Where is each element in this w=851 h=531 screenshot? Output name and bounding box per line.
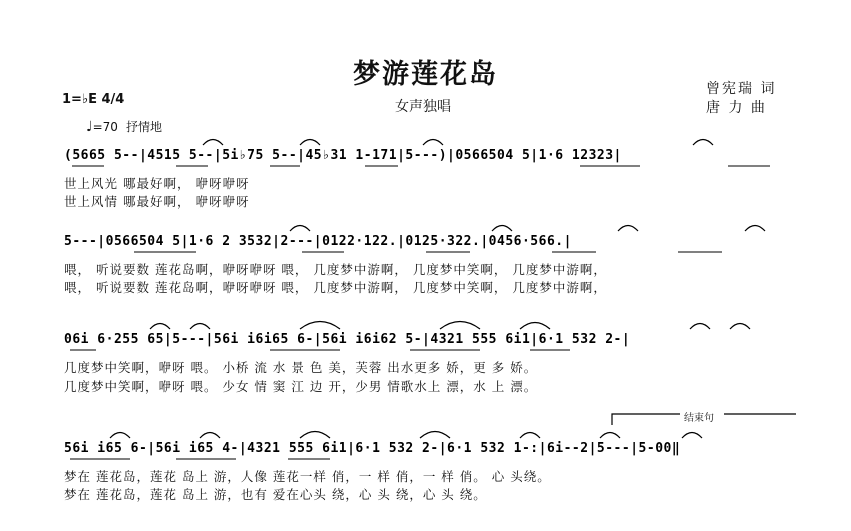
lyric-line-4a: 梦在 莲花岛，莲花 岛上 游，人像 莲花一样 俏，一 样 俏，一 样 俏。 心 头绕。 xyxy=(64,469,551,484)
song-title: 梦游莲花岛 xyxy=(353,59,498,90)
key-signature: 1=♭E 4/4 xyxy=(62,92,125,107)
lyric-line-3a: 几度梦中笑啊，咿呀 喂。 小桥 流 水 景 色 美，芙蓉 出水更多 娇，更 多 娇。 xyxy=(64,360,538,375)
lyricist-credit: 曾宪瑞 词 xyxy=(706,81,777,97)
composer-credit: 唐 力 曲 xyxy=(706,100,767,116)
lyric-line-2b: 喂， 听说要数 莲花岛啊，咿呀咿呀 喂， 几度梦中游啊， 几度梦中笑啊， 几度梦中游啊， xyxy=(64,280,607,295)
music-line-3: 06i 6·255 65|5---|56i i6i65 6-|56i i6i62 5-|4321 555 6i1|6·1 532 2-| xyxy=(64,332,631,347)
lyric-line-4b: 梦在 莲花岛，莲花 岛上 游，也有 爱在心头 绕，心 头 绕，心 头 绕。 xyxy=(64,487,487,502)
mood-marking: 抒情地 xyxy=(125,120,162,134)
song-subtitle: 女声独唱 xyxy=(395,99,451,115)
lyric-line-2a: 喂， 听说要数 莲花岛啊，咿呀咿呀 喂， 几度梦中游啊， 几度梦中笑啊， 几度梦中游啊， xyxy=(64,262,607,277)
lyric-line-1b: 世上风情 哪最好啊， 咿呀咿呀 xyxy=(64,194,250,209)
lyric-line-3b: 几度梦中笑啊，咿呀 喂。 少女 情 窦 江 边 开，少男 情歌水上 漂，水 上 漂。 xyxy=(64,379,538,394)
music-line-4: 56i i65 6-|56i i65 4-|4321 555 6i1|6·1 532 2-|6·1 532 1-:|6i--2|5---|5-00‖ xyxy=(64,441,681,456)
quarter-note-icon: ♩ xyxy=(86,119,93,135)
ending-label: 结束句 xyxy=(684,413,714,424)
tempo-value: =70 xyxy=(92,120,118,134)
music-line-1: (5665 5--|4515 5--|5i♭75 5--|45♭31 1-171|5---)|0566504 5|1·6 12323| xyxy=(64,148,622,163)
music-line-2: 5---|0566504 5|1·6 2 3532|2---|0122·122.|0125·322.|0456·566.| xyxy=(64,234,572,249)
lyric-line-1a: 世上风光 哪最好啊， 咿呀咿呀 xyxy=(64,176,250,191)
